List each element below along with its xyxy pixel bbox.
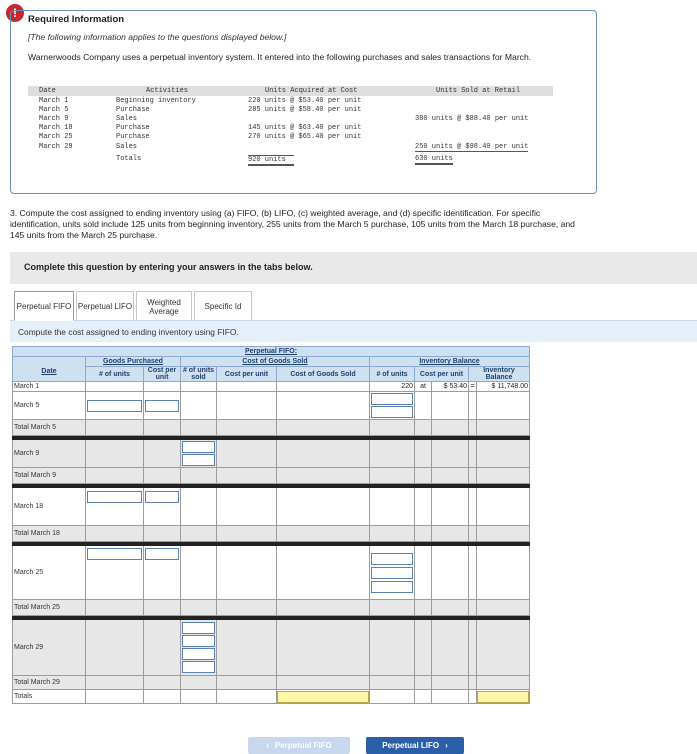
cost-per-unit-input[interactable] — [145, 548, 179, 560]
row-label: March 25 — [13, 546, 86, 600]
tx-date: March 5 — [39, 106, 69, 114]
tab-weighted-average[interactable]: Weighted Average — [136, 291, 192, 321]
col-activities: Activities — [146, 87, 189, 95]
instruction-text: Compute the cost assigned to ending inventory using FIFO. — [18, 327, 239, 337]
tx-acquired: 285 units @ $58.40 per unit — [248, 106, 362, 114]
row-label: Total March 18 — [13, 526, 86, 542]
col-cost-per-unit-balance: Cost per unit — [415, 367, 469, 382]
col-cogs: Cost of Goods Sold — [277, 367, 370, 382]
row-label: March 5 — [13, 392, 86, 420]
tx-date: March 29 — [39, 143, 73, 151]
col-cost-per-unit-sold: Cost per unit — [217, 367, 277, 382]
units-sold-input[interactable] — [182, 661, 215, 673]
row-label: Totals — [13, 690, 86, 704]
tx-sold: 250 units @ $98.40 per unit — [415, 143, 529, 151]
goods-purchased-header: Goods Purchased — [86, 357, 181, 367]
cogs-header: Cost of Goods Sold — [181, 357, 370, 367]
tx-date: March 9 — [39, 115, 69, 123]
balance-cost: $ 53.40 — [432, 382, 469, 392]
row-label: Total March 9 — [13, 468, 86, 484]
col-units-acquired: Units Acquired at Cost — [265, 87, 358, 95]
units-purchased-input[interactable] — [87, 548, 142, 560]
tab-perpetual-lifo[interactable]: Perpetual LIFO — [76, 291, 134, 321]
total-cogs-input[interactable] — [277, 691, 369, 703]
units-purchased-input[interactable] — [87, 400, 142, 412]
col-cost-per-unit-purchased: Cost per unit — [144, 367, 181, 382]
units-balance-input[interactable] — [371, 406, 413, 418]
chevron-right-icon: › — [445, 741, 448, 750]
inventory-balance-header: Inventory Balance — [370, 357, 530, 367]
tx-totals-sold: 630 units — [415, 155, 453, 163]
row-label: Total March 29 — [13, 676, 86, 690]
units-balance-input[interactable] — [371, 393, 413, 405]
row-label: March 9 — [13, 440, 86, 468]
col-units-balance: # of units — [370, 367, 415, 382]
tab-specific-id[interactable]: Specific Id — [194, 291, 252, 321]
tx-activity: Sales — [116, 115, 138, 123]
tx-acquired: 270 units @ $65.40 per unit — [248, 133, 362, 141]
units-sold-input[interactable] — [182, 635, 215, 647]
equals-label: = — [470, 383, 475, 390]
tx-activity: Purchase — [116, 106, 150, 114]
info-title: Required Information — [28, 14, 125, 25]
prev-tab-label: Perpetual FIFO — [274, 741, 332, 750]
units-sold-input[interactable] — [182, 622, 215, 634]
cost-per-unit-input[interactable] — [145, 400, 179, 412]
transactions-table — [28, 86, 553, 172]
row-label: Total March 25 — [13, 600, 86, 616]
tx-activity: Beginning inventory — [116, 97, 196, 105]
tx-sold: 380 units @ $88.40 per unit — [415, 115, 529, 123]
tx-date: March 18 — [39, 124, 73, 132]
tx-acquired: 145 units @ $63.40 per unit — [248, 124, 362, 132]
chevron-left-icon: ‹ — [266, 741, 269, 750]
col-date: Date — [39, 87, 56, 95]
ending-inventory-input[interactable] — [477, 691, 529, 703]
col-units-sold: # of units sold — [181, 367, 217, 382]
instruction-bar — [10, 320, 697, 342]
ledger-title: Perpetual FIFO: — [13, 347, 530, 357]
row-label: Total March 5 — [13, 420, 86, 436]
cost-per-unit-input[interactable] — [145, 491, 179, 503]
tx-activity: Purchase — [116, 133, 150, 141]
units-sold-input[interactable] — [182, 454, 215, 466]
tx-activity: Sales — [116, 143, 138, 151]
info-note: [The following information applies to the questions displayed below.] — [28, 32, 287, 42]
question-text: 3. Compute the cost assigned to ending inventory using (a) FIFO, (b) LIFO, (c) weighted average, and (d) specific identification. For specific identification, units sold include 125 units from beginning inventory, 255 units from the March 5 purchase, 105 units from the March 18 purchase, and 145 units from the March 25 purchase. — [10, 208, 575, 240]
units-balance-input[interactable] — [371, 553, 413, 565]
info-description: Warnerwoods Company uses a perpetual inventory system. It entered into the following purchases and sales transactions for March. — [28, 52, 532, 62]
tab-perpetual-fifo[interactable]: Perpetual FIFO — [14, 291, 74, 321]
units-balance-input[interactable] — [371, 581, 413, 593]
col-date-header: Date — [13, 357, 86, 382]
tx-acquired: 220 units @ $53.40 per unit — [248, 97, 362, 105]
fifo-ledger-table — [12, 346, 530, 704]
units-purchased-input[interactable] — [87, 491, 142, 503]
col-units-sold: Units Sold at Retail — [436, 87, 521, 95]
row-label: March 29 — [13, 620, 86, 676]
next-tab-button[interactable] — [366, 737, 464, 754]
units-sold-input[interactable] — [182, 441, 215, 453]
next-tab-label: Perpetual LIFO — [382, 741, 440, 750]
complete-instruction: Complete this question by entering your answers in the tabs below. — [24, 262, 313, 272]
col-units-purchased: # of units — [86, 367, 144, 382]
tx-date: March 1 — [39, 97, 69, 105]
tx-date: March 25 — [39, 133, 73, 141]
tx-totals-acquired: 920 units — [248, 155, 294, 166]
units-balance-input[interactable] — [371, 567, 413, 579]
units-sold-input[interactable] — [182, 648, 215, 660]
at-label: at — [415, 382, 432, 392]
balance-units: 220 — [370, 382, 415, 392]
row-label: March 1 — [13, 382, 86, 392]
row-label: March 18 — [13, 488, 86, 526]
complete-instruction-bar — [10, 252, 697, 284]
alert-icon: ! — [6, 4, 24, 22]
prev-tab-button[interactable] — [248, 737, 350, 754]
col-inventory-balance: Inventory Balance — [469, 367, 530, 382]
tx-totals-label: Totals — [116, 155, 142, 163]
balance-value: $ 11,748.00 — [477, 382, 530, 392]
tx-activity: Purchase — [116, 124, 150, 132]
